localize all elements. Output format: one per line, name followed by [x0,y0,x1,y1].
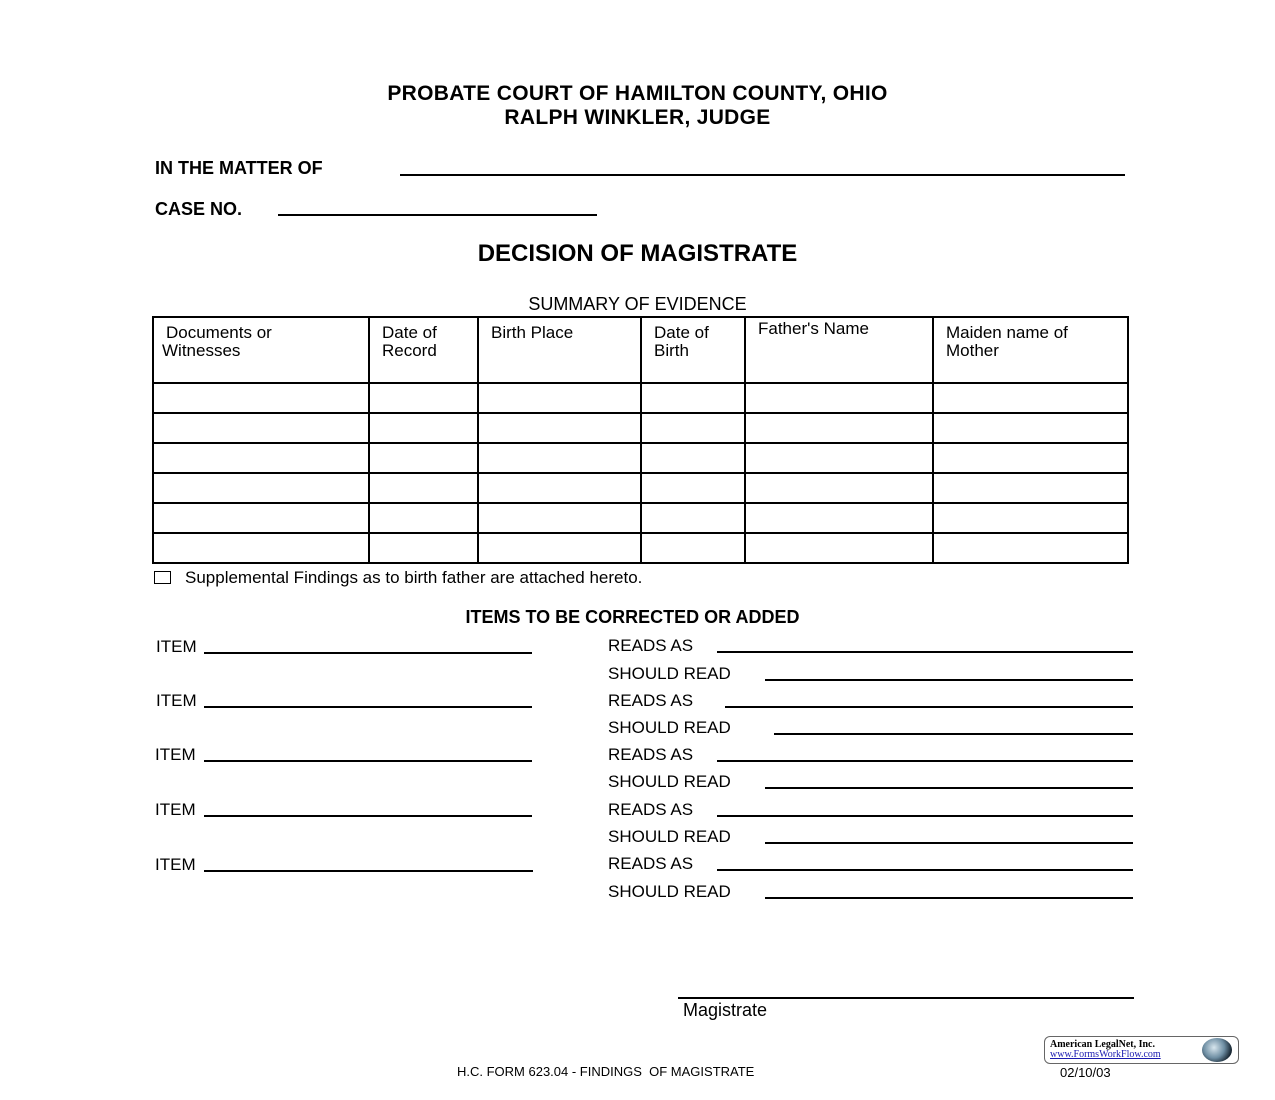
vendor-logo [1044,1036,1239,1064]
should-read-field[interactable] [765,897,1133,899]
table-cell[interactable] [478,443,641,473]
supplemental-checkbox[interactable] [154,571,171,584]
case-label: CASE NO. [155,199,243,219]
col-maiden-name-mother: Maiden name of Mother [933,317,1128,383]
table-row [153,413,1128,443]
case-number-field[interactable] [278,214,597,216]
reads-as-field[interactable] [717,869,1133,871]
reads-as-label: READS AS [608,854,694,873]
table-cell[interactable] [933,503,1128,533]
table-cell[interactable] [369,413,478,443]
table-cell[interactable] [153,383,369,413]
col-birth-place: Birth Place [478,317,641,383]
table-cell[interactable] [478,533,641,563]
table-cell[interactable] [745,413,933,443]
table-row [153,473,1128,503]
table-cell[interactable] [933,443,1128,473]
reads-as-field[interactable] [717,651,1133,653]
reads-as-field[interactable] [717,815,1133,817]
corrections-heading: ITEMS TO BE CORRECTED OR ADDED [465,607,800,627]
table-cell[interactable] [369,503,478,533]
supplemental-label: Supplemental Findings as to birth father are attached hereto. [185,568,643,587]
table-cell[interactable] [933,383,1128,413]
table-cell[interactable] [745,383,933,413]
table-cell[interactable] [478,503,641,533]
item-label: ITEM [156,637,197,656]
item-field[interactable] [204,870,533,872]
item-field[interactable] [204,815,532,817]
table-cell[interactable] [641,383,745,413]
judge-name: RALPH WINKLER, JUDGE [504,106,771,129]
table-cell[interactable] [933,413,1128,443]
item-label: ITEM [156,691,197,710]
col-date-of-record: Date of Record [369,317,478,383]
table-cell[interactable] [369,473,478,503]
item-field[interactable] [204,760,532,762]
logo-url[interactable]: www.FormsWorkFlow.com [1050,1049,1161,1060]
table-cell[interactable] [369,443,478,473]
table-cell[interactable] [641,473,745,503]
table-cell[interactable] [369,533,478,563]
form-id: H.C. FORM 623.04 - FINDINGS OF MAGISTRATE [457,1064,755,1079]
col-documents: Documents or Witnesses [153,317,369,383]
table-cell[interactable] [153,533,369,563]
item-label: ITEM [155,800,196,819]
item-field[interactable] [204,706,532,708]
table-row [153,503,1128,533]
table-row [153,533,1128,563]
item-label: ITEM [155,855,196,874]
should-read-label: SHOULD READ [608,718,731,737]
table-cell[interactable] [153,503,369,533]
table-cell[interactable] [478,383,641,413]
magistrate-signature-line[interactable] [678,997,1134,999]
reads-as-label: READS AS [608,636,694,655]
table-cell[interactable] [933,533,1128,563]
table-cell[interactable] [153,413,369,443]
table-cell[interactable] [745,473,933,503]
should-read-field[interactable] [765,842,1133,844]
col-date-of-birth: Date of Birth [641,317,745,383]
table-cell[interactable] [641,413,745,443]
globe-icon [1202,1038,1232,1062]
table-cell[interactable] [478,413,641,443]
form-date: 02/10/03 [1060,1065,1111,1080]
should-read-label: SHOULD READ [608,882,731,901]
table-row [153,383,1128,413]
matter-field[interactable] [400,174,1125,176]
reads-as-field[interactable] [717,760,1133,762]
table-cell[interactable] [153,473,369,503]
table-cell[interactable] [153,443,369,473]
should-read-label: SHOULD READ [608,827,731,846]
evidence-header-row [153,317,1128,383]
reads-as-label: READS AS [608,745,694,764]
should-read-field[interactable] [765,679,1133,681]
table-cell[interactable] [745,533,933,563]
should-read-label: SHOULD READ [608,664,731,683]
evidence-table [152,316,1129,564]
table-cell[interactable] [478,473,641,503]
item-field[interactable] [204,652,532,654]
table-cell[interactable] [369,383,478,413]
reads-as-field[interactable] [725,706,1133,708]
page-title: DECISION OF MAGISTRATE [477,240,798,267]
magistrate-label: Magistrate [683,1000,768,1020]
table-cell[interactable] [745,443,933,473]
logo-company: American LegalNet, Inc. [1050,1039,1155,1050]
table-row [153,443,1128,473]
table-cell[interactable] [641,533,745,563]
court-name: PROBATE COURT OF HAMILTON COUNTY, OHIO [387,82,888,105]
table-cell[interactable] [933,473,1128,503]
table-cell[interactable] [641,443,745,473]
should-read-field[interactable] [774,733,1133,735]
should-read-label: SHOULD READ [608,772,731,791]
col-fathers-name: Father's Name [745,317,933,383]
table-cell[interactable] [641,503,745,533]
evidence-caption: SUMMARY OF EVIDENCE [528,294,747,314]
table-cell[interactable] [745,503,933,533]
reads-as-label: READS AS [608,691,694,710]
should-read-field[interactable] [765,787,1133,789]
reads-as-label: READS AS [608,800,694,819]
matter-label: IN THE MATTER OF [155,158,323,178]
item-label: ITEM [155,745,196,764]
